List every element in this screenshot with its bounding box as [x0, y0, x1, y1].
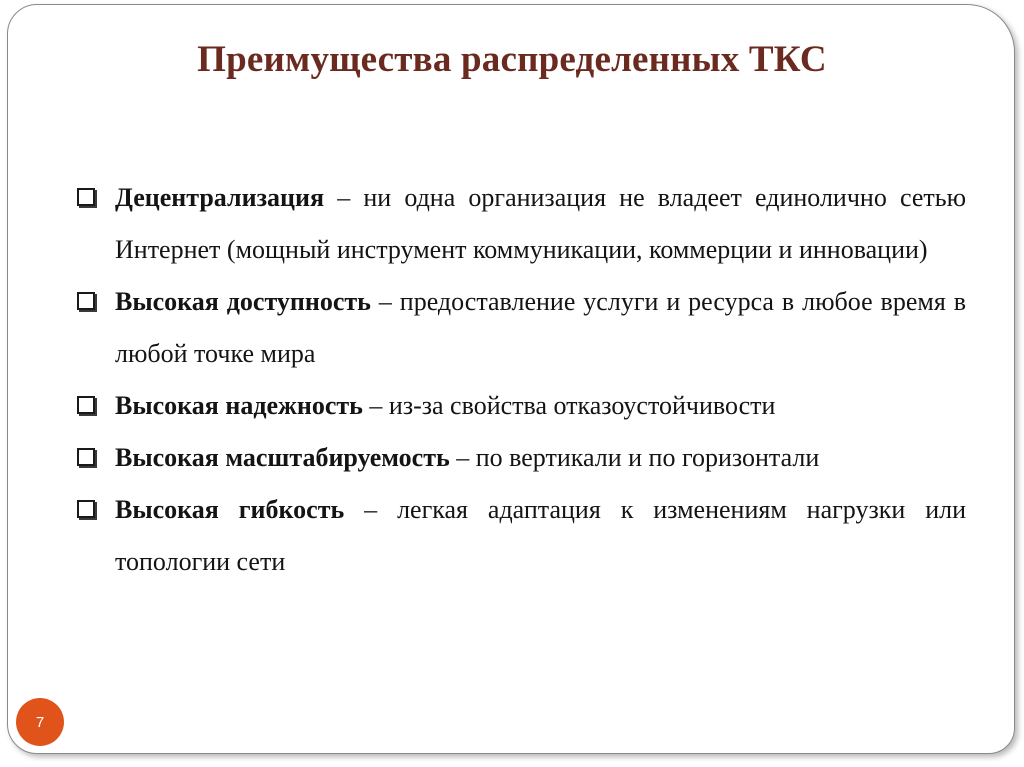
slide-title: Преимущества распределенных ТКС [197, 39, 827, 80]
checkbox-square-icon [77, 500, 95, 518]
item-text: – ни одна организация не владеет единолично сетью Интернет (мощный инструмент коммуникации, коммерции и инновации) [115, 183, 966, 264]
item-term: Высокая гибкость [115, 495, 345, 524]
list-item-decentralization [74, 172, 966, 276]
list-item-availability [74, 276, 966, 380]
item-text: – из-за свойства отказоустойчивости [362, 391, 776, 420]
item-term: Высокая масштабируемость [115, 443, 450, 472]
list-item-flexibility [74, 484, 966, 588]
item-text: – по вертикали и по горизонтали [449, 443, 820, 472]
list-item-reliability [74, 380, 966, 432]
advantages-list [74, 172, 966, 588]
item-text: – предоставление услуги и ресурса в любое время в любой точке мира [115, 287, 966, 368]
item-term: Высокая надежность [115, 391, 363, 420]
item-term: Высокая доступность [115, 287, 371, 316]
checkbox-square-icon [77, 448, 95, 466]
item-text: – легкая адаптация к изменениям нагрузки или топологии сети [115, 495, 966, 576]
checkbox-square-icon [77, 396, 95, 414]
item-term: Децентрализация [115, 183, 325, 212]
checkbox-square-icon [77, 292, 95, 310]
checkbox-square-icon [77, 188, 95, 206]
page-number-badge: 7 [16, 698, 64, 746]
list-item-scalability [74, 432, 966, 484]
